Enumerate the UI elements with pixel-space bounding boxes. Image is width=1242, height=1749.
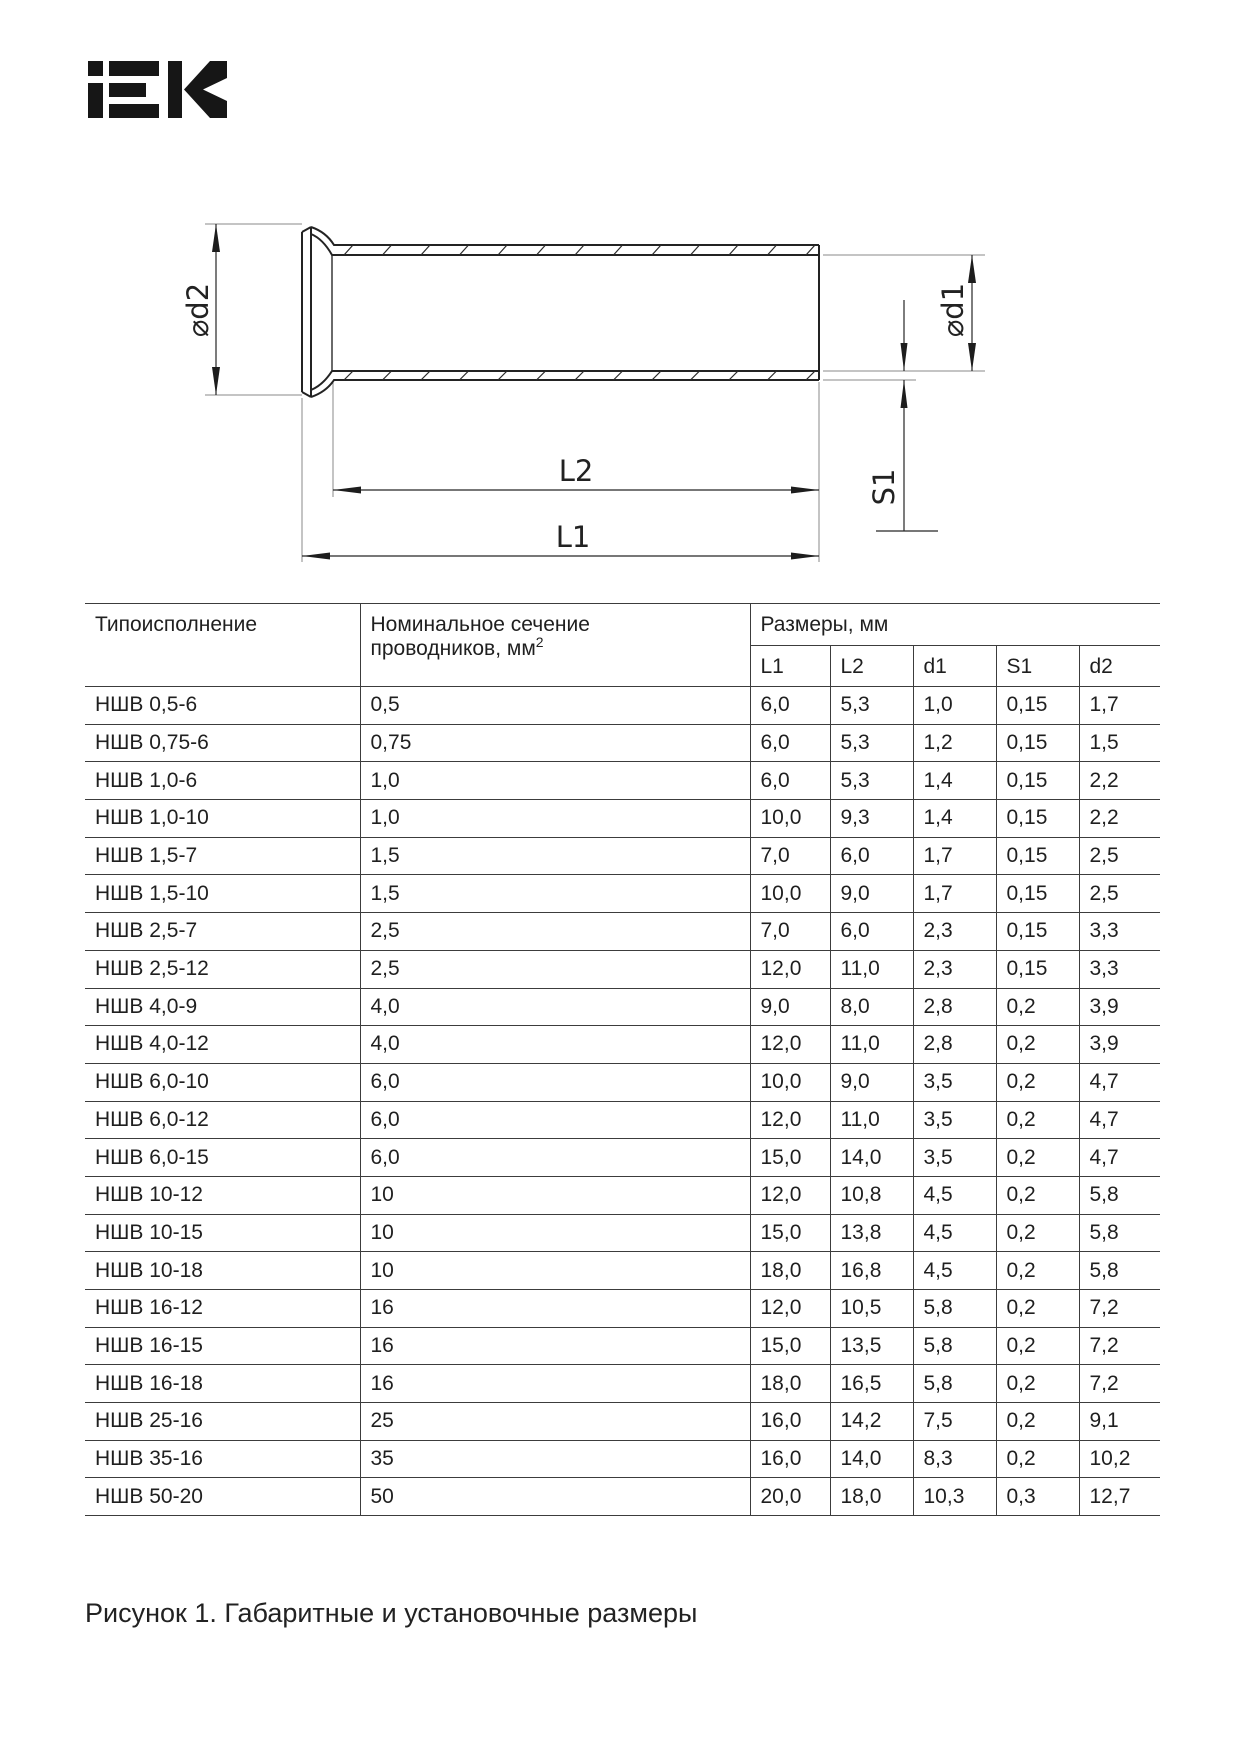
cell-value: 18,0 xyxy=(750,1365,830,1403)
cell-value: 4,7 xyxy=(1079,1063,1160,1101)
cell-value: 2,8 xyxy=(913,988,996,1026)
cell-value: 25 xyxy=(360,1403,750,1441)
cell-value: 3,3 xyxy=(1079,913,1160,951)
cell-value: 1,2 xyxy=(913,724,996,762)
cell-value: 20,0 xyxy=(750,1478,830,1516)
cell-value: 10,0 xyxy=(750,875,830,913)
cell-value: 0,5 xyxy=(360,687,750,725)
cell-value: 4,7 xyxy=(1079,1139,1160,1177)
table-row xyxy=(85,800,1160,838)
cell-type: НШВ 10-18 xyxy=(85,1252,360,1290)
table-row xyxy=(85,1440,1160,1478)
cell-value: 2,8 xyxy=(913,1026,996,1064)
logo-k-stem xyxy=(168,61,182,118)
table-row xyxy=(85,988,1160,1026)
cell-value: 50 xyxy=(360,1478,750,1516)
cell-value: 3,5 xyxy=(913,1063,996,1101)
cell-value: 16 xyxy=(360,1327,750,1365)
cell-value: 1,5 xyxy=(360,875,750,913)
cell-value: 7,2 xyxy=(1079,1327,1160,1365)
cell-value: 35 xyxy=(360,1440,750,1478)
cell-value: 15,0 xyxy=(750,1139,830,1177)
cell-value: 10 xyxy=(360,1214,750,1252)
header-section: Номинальное сечение проводников, $мм^2$ xyxy=(360,604,750,687)
cell-value: 3,9 xyxy=(1079,988,1160,1026)
cell-value: 0,75 xyxy=(360,724,750,762)
cell-type: НШВ 0,5-6 xyxy=(85,687,360,725)
cell-value: 1,7 xyxy=(913,875,996,913)
cell-value: 0,15 xyxy=(996,950,1079,988)
cell-value: 4,0 xyxy=(360,988,750,1026)
iek-logo-glyphs xyxy=(88,61,227,118)
cell-value: 5,8 xyxy=(1079,1252,1160,1290)
table-row xyxy=(85,1063,1160,1101)
cell-type: НШВ 10-12 xyxy=(85,1176,360,1214)
spec-table xyxy=(85,603,1160,1516)
cell-type: НШВ 50-20 xyxy=(85,1478,360,1516)
cell-value: 0,15 xyxy=(996,762,1079,800)
cell-value: 8,3 xyxy=(913,1440,996,1478)
cell-value: 16,0 xyxy=(750,1403,830,1441)
table-row xyxy=(85,687,1160,725)
spec-table-header xyxy=(85,604,1160,687)
cell-value: 10,3 xyxy=(913,1478,996,1516)
ferrule-body xyxy=(302,227,819,397)
dimension-l1-label: L1 xyxy=(555,520,591,554)
cell-value: 4,5 xyxy=(913,1176,996,1214)
tube-bottom-outer xyxy=(311,380,819,397)
hatch-top-wall xyxy=(344,245,815,255)
header-type: Типоисполнение xyxy=(85,604,360,687)
cell-value: 0,3 xyxy=(996,1478,1079,1516)
cell-value: 1,4 xyxy=(913,762,996,800)
cell-value: 2,3 xyxy=(913,913,996,951)
cell-type: НШВ 2,5-7 xyxy=(85,913,360,951)
cell-value: 13,8 xyxy=(830,1214,913,1252)
cell-type: НШВ 1,0-10 xyxy=(85,800,360,838)
cell-type: НШВ 10-15 xyxy=(85,1214,360,1252)
header-sub-d1: d1 xyxy=(913,646,996,687)
cell-value: 10,0 xyxy=(750,800,830,838)
hatch-bottom-wall xyxy=(344,371,815,380)
cell-type: НШВ 4,0-12 xyxy=(85,1026,360,1064)
cell-value: 12,0 xyxy=(750,1026,830,1064)
cell-value: 0,2 xyxy=(996,988,1079,1026)
cell-value: 1,5 xyxy=(1079,724,1160,762)
cell-value: 15,0 xyxy=(750,1327,830,1365)
cell-value: 6,0 xyxy=(830,913,913,951)
cell-value: 2,2 xyxy=(1079,762,1160,800)
cell-value: 6,0 xyxy=(750,687,830,725)
cell-value: 14,0 xyxy=(830,1440,913,1478)
cell-value: 3,3 xyxy=(1079,950,1160,988)
cell-value: 14,2 xyxy=(830,1403,913,1441)
dimension-d2 xyxy=(181,224,220,395)
cell-value: 11,0 xyxy=(830,950,913,988)
cell-type: НШВ 1,0-6 xyxy=(85,762,360,800)
cell-value: 4,5 xyxy=(913,1214,996,1252)
table-row xyxy=(85,1478,1160,1516)
cell-type: НШВ 6,0-15 xyxy=(85,1139,360,1177)
cell-type: НШВ 6,0-10 xyxy=(85,1063,360,1101)
dimension-l2-label: L2 xyxy=(558,454,594,488)
cell-value: 0,2 xyxy=(996,1139,1079,1177)
logo-e-bottom-bar xyxy=(109,104,159,118)
table-row xyxy=(85,875,1160,913)
dimension-s1 xyxy=(867,300,938,531)
cell-value: 2,5 xyxy=(1079,875,1160,913)
cell-value: 6,0 xyxy=(750,724,830,762)
cell-value: 12,0 xyxy=(750,1290,830,1328)
header-sub-l2: L2 xyxy=(830,646,913,687)
logo-i-dot xyxy=(88,61,103,76)
table-row xyxy=(85,1290,1160,1328)
header-sizes: Размеры, мм xyxy=(750,604,1160,646)
cell-value: 7,2 xyxy=(1079,1365,1160,1403)
header-sub-l1: L1 xyxy=(750,646,830,687)
cell-value: 1,0 xyxy=(360,800,750,838)
cell-type: НШВ 16-15 xyxy=(85,1327,360,1365)
cell-value: 7,5 xyxy=(913,1403,996,1441)
cell-value: 5,8 xyxy=(913,1290,996,1328)
cell-value: 18,0 xyxy=(750,1252,830,1290)
cell-value: 0,2 xyxy=(996,1327,1079,1365)
cell-value: 8,0 xyxy=(830,988,913,1026)
logo-e-mid-bar xyxy=(109,83,146,97)
table-row xyxy=(85,1101,1160,1139)
cell-value: 5,8 xyxy=(913,1365,996,1403)
cell-type: НШВ 35-16 xyxy=(85,1440,360,1478)
cell-value: 3,5 xyxy=(913,1139,996,1177)
cell-value: 10,8 xyxy=(830,1176,913,1214)
cell-type: НШВ 1,5-10 xyxy=(85,875,360,913)
cell-value: 0,2 xyxy=(996,1063,1079,1101)
cell-value: 0,15 xyxy=(996,724,1079,762)
cell-value: 11,0 xyxy=(830,1101,913,1139)
cell-value: 16,8 xyxy=(830,1252,913,1290)
cell-value: 9,3 xyxy=(830,800,913,838)
cell-value: 12,0 xyxy=(750,1176,830,1214)
cell-type: НШВ 4,0-9 xyxy=(85,988,360,1026)
cell-value: 16,0 xyxy=(750,1440,830,1478)
cell-value: 15,0 xyxy=(750,1214,830,1252)
cell-value: 4,0 xyxy=(360,1026,750,1064)
table-row xyxy=(85,1252,1160,1290)
table-row xyxy=(85,1139,1160,1177)
cell-value: 1,5 xyxy=(360,837,750,875)
cell-value: 18,0 xyxy=(830,1478,913,1516)
cell-value: 12,0 xyxy=(750,1101,830,1139)
cell-type: НШВ 6,0-12 xyxy=(85,1101,360,1139)
cell-value: 3,5 xyxy=(913,1101,996,1139)
cell-value: 0,2 xyxy=(996,1176,1079,1214)
cell-value: 5,3 xyxy=(830,687,913,725)
cell-value: 12,0 xyxy=(750,950,830,988)
cell-value: 2,5 xyxy=(1079,837,1160,875)
cell-value: 7,2 xyxy=(1079,1290,1160,1328)
cell-value: 14,0 xyxy=(830,1139,913,1177)
cell-value: 5,3 xyxy=(830,724,913,762)
cell-value: 4,7 xyxy=(1079,1101,1160,1139)
cell-value: 1,0 xyxy=(360,762,750,800)
cell-value: 0,15 xyxy=(996,687,1079,725)
table-row xyxy=(85,1026,1160,1064)
cell-value: 3,9 xyxy=(1079,1026,1160,1064)
cell-value: 9,0 xyxy=(750,988,830,1026)
header-sub-s1: S1 xyxy=(996,646,1079,687)
cell-value: 0,15 xyxy=(996,800,1079,838)
cell-value: 6,0 xyxy=(360,1139,750,1177)
cell-value: 7,0 xyxy=(750,837,830,875)
cell-value: 2,2 xyxy=(1079,800,1160,838)
dimension-d1 xyxy=(936,255,976,371)
cell-value: 5,8 xyxy=(913,1327,996,1365)
dimension-d1-label: ⌀d1 xyxy=(936,282,970,338)
cell-value: 1,0 xyxy=(913,687,996,725)
table-row xyxy=(85,1403,1160,1441)
cell-value: 6,0 xyxy=(360,1063,750,1101)
cell-value: 6,0 xyxy=(750,762,830,800)
dimension-d2-label: ⌀d2 xyxy=(181,282,215,338)
ferrule-dimension-drawing xyxy=(150,195,1010,580)
cell-value: 10 xyxy=(360,1176,750,1214)
dimension-s1-label: S1 xyxy=(867,468,901,506)
cell-value: 6,0 xyxy=(830,837,913,875)
header-sub-d2: d2 xyxy=(1079,646,1160,687)
cell-value: 0,2 xyxy=(996,1403,1079,1441)
cell-value: 16 xyxy=(360,1365,750,1403)
cell-value: 0,2 xyxy=(996,1290,1079,1328)
cell-value: 13,5 xyxy=(830,1327,913,1365)
cell-value: 0,15 xyxy=(996,913,1079,951)
cell-value: 1,4 xyxy=(913,800,996,838)
cell-value: 10,5 xyxy=(830,1290,913,1328)
cell-type: НШВ 16-12 xyxy=(85,1290,360,1328)
cell-value: 16 xyxy=(360,1290,750,1328)
cell-type: НШВ 16-18 xyxy=(85,1365,360,1403)
dimension-l2 xyxy=(333,454,819,494)
cell-value: 0,15 xyxy=(996,837,1079,875)
cell-value: 1,7 xyxy=(1079,687,1160,725)
cell-value: 10,0 xyxy=(750,1063,830,1101)
cell-value: 11,0 xyxy=(830,1026,913,1064)
cell-value: 2,5 xyxy=(360,913,750,951)
cell-value: 12,7 xyxy=(1079,1478,1160,1516)
logo-i-stem xyxy=(88,83,103,118)
cell-value: 10 xyxy=(360,1252,750,1290)
extension-lines xyxy=(205,224,985,562)
cell-type: НШВ 2,5-12 xyxy=(85,950,360,988)
cell-value: 0,15 xyxy=(996,875,1079,913)
cell-value: 0,2 xyxy=(996,1252,1079,1290)
table-row xyxy=(85,762,1160,800)
cell-value: 0,2 xyxy=(996,1365,1079,1403)
table-row xyxy=(85,1176,1160,1214)
table-row xyxy=(85,1365,1160,1403)
cell-value: 5,3 xyxy=(830,762,913,800)
cell-value: 2,3 xyxy=(913,950,996,988)
cell-value: 0,2 xyxy=(996,1026,1079,1064)
cell-value: 16,5 xyxy=(830,1365,913,1403)
cell-value: 9,0 xyxy=(830,1063,913,1101)
cell-value: 6,0 xyxy=(360,1101,750,1139)
cell-type: НШВ 0,75-6 xyxy=(85,724,360,762)
cell-value: 1,7 xyxy=(913,837,996,875)
cell-value: 5,8 xyxy=(1079,1214,1160,1252)
cell-value: 10,2 xyxy=(1079,1440,1160,1478)
tube-top-outer xyxy=(311,227,819,245)
cell-value: 9,0 xyxy=(830,875,913,913)
dimension-l1 xyxy=(302,520,819,560)
table-row xyxy=(85,724,1160,762)
cell-value: 5,8 xyxy=(1079,1176,1160,1214)
table-row xyxy=(85,1327,1160,1365)
logo-k-chevron xyxy=(184,61,227,118)
table-row xyxy=(85,950,1160,988)
cell-type: НШВ 1,5-7 xyxy=(85,837,360,875)
table-row xyxy=(85,1214,1160,1252)
cell-value: 0,2 xyxy=(996,1440,1079,1478)
iek-logo xyxy=(85,58,230,122)
cell-type: НШВ 25-16 xyxy=(85,1403,360,1441)
cell-value: 4,5 xyxy=(913,1252,996,1290)
table-row xyxy=(85,913,1160,951)
figure-caption: Рисунок 1. Габаритные и установочные размеры xyxy=(85,1598,698,1628)
cell-value: 2,5 xyxy=(360,950,750,988)
cell-value: 9,1 xyxy=(1079,1403,1160,1441)
cell-value: 0,2 xyxy=(996,1214,1079,1252)
table-row xyxy=(85,837,1160,875)
cell-value: 0,2 xyxy=(996,1101,1079,1139)
cell-value: 7,0 xyxy=(750,913,830,951)
logo-e-top-bar xyxy=(109,61,159,76)
